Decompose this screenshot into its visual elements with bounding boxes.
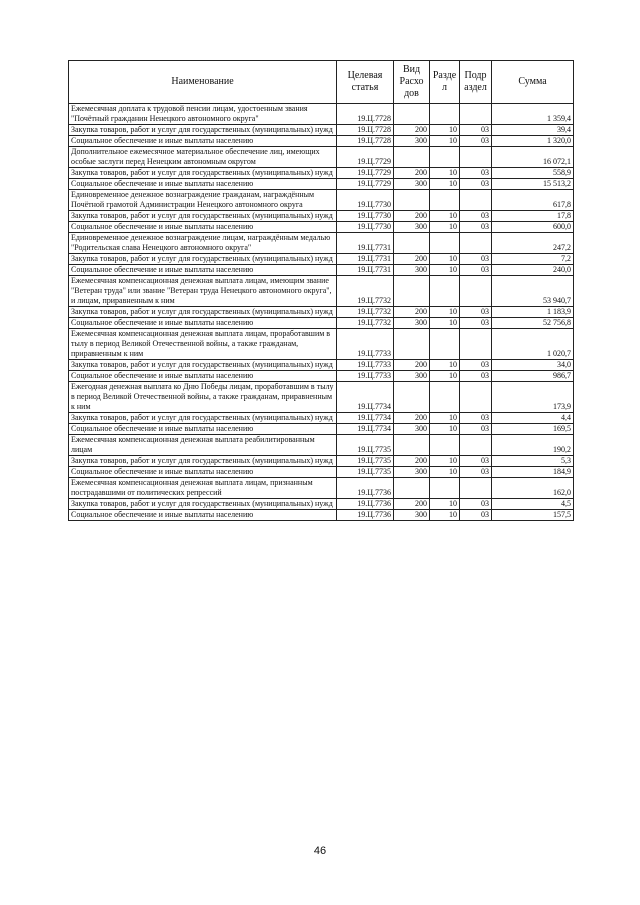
cell-subsection [460, 435, 492, 456]
cell-sum: 157,5 [492, 510, 574, 521]
cell-section: 10 [430, 371, 460, 382]
cell-sum: 184,9 [492, 467, 574, 478]
cell-name: Закупка товаров, работ и услуг для государственных (муниципальных) нужд [69, 360, 337, 371]
cell-subsection: 03 [460, 424, 492, 435]
cell-expense-type [394, 382, 430, 413]
cell-subsection [460, 104, 492, 125]
table-row [69, 190, 574, 211]
cell-section: 10 [430, 168, 460, 179]
cell-name: Ежегодная денежная выплата ко Дню Победы лицам, проработавшим в тылу в период Великой Отечественной войны, а также гражданам, приравненным к ним [69, 382, 337, 413]
table-row [69, 211, 574, 222]
cell-sum: 7,2 [492, 254, 574, 265]
cell-article: 19.Ц.7728 [337, 104, 394, 125]
cell-expense-type [394, 147, 430, 168]
cell-sum: 173,9 [492, 382, 574, 413]
cell-section: 10 [430, 211, 460, 222]
cell-subsection [460, 329, 492, 360]
cell-article: 19.Ц.7735 [337, 456, 394, 467]
cell-article: 19.Ц.7732 [337, 307, 394, 318]
cell-section: 10 [430, 413, 460, 424]
cell-sum: 34,0 [492, 360, 574, 371]
cell-expense-type: 200 [394, 125, 430, 136]
cell-sum: 169,5 [492, 424, 574, 435]
table-row [69, 179, 574, 190]
table-row [69, 424, 574, 435]
cell-subsection [460, 147, 492, 168]
cell-subsection: 03 [460, 179, 492, 190]
cell-section [430, 147, 460, 168]
cell-article: 19.Ц.7735 [337, 467, 394, 478]
cell-expense-type [394, 478, 430, 499]
cell-name: Социальное обеспечение и иные выплаты населению [69, 371, 337, 382]
cell-section: 10 [430, 254, 460, 265]
cell-expense-type: 300 [394, 136, 430, 147]
table-row [69, 382, 574, 413]
cell-sum: 617,8 [492, 190, 574, 211]
cell-expense-type: 200 [394, 211, 430, 222]
cell-name: Дополнительное ежемесячное материальное обеспечение лиц, имеющих особые заслуги перед Ненецким автономным округом [69, 147, 337, 168]
header-section: Разде л [430, 61, 460, 104]
table-row [69, 168, 574, 179]
cell-name: Социальное обеспечение и иные выплаты населению [69, 467, 337, 478]
cell-sum: 558,9 [492, 168, 574, 179]
cell-article: 19.Ц.7734 [337, 382, 394, 413]
cell-article: 19.Ц.7732 [337, 276, 394, 307]
cell-section: 10 [430, 179, 460, 190]
cell-article: 19.Ц.7734 [337, 424, 394, 435]
cell-article: 19.Ц.7728 [337, 136, 394, 147]
cell-article: 19.Ц.7735 [337, 435, 394, 456]
cell-section [430, 104, 460, 125]
cell-subsection: 03 [460, 467, 492, 478]
cell-sum: 986,7 [492, 371, 574, 382]
cell-expense-type: 300 [394, 467, 430, 478]
table-header-row [69, 61, 574, 104]
cell-sum: 52 756,8 [492, 318, 574, 329]
cell-subsection: 03 [460, 510, 492, 521]
table-row [69, 254, 574, 265]
cell-section: 10 [430, 499, 460, 510]
cell-subsection: 03 [460, 499, 492, 510]
cell-name: Ежемесячная компенсационная денежная выплата реабилитированным лицам [69, 435, 337, 456]
cell-sum: 162,0 [492, 478, 574, 499]
table-row [69, 510, 574, 521]
cell-article: 19.Ц.7729 [337, 168, 394, 179]
cell-name: Социальное обеспечение и иные выплаты населению [69, 222, 337, 233]
cell-article: 19.Ц.7733 [337, 371, 394, 382]
cell-name: Социальное обеспечение и иные выплаты населению [69, 510, 337, 521]
cell-sum: 39,4 [492, 125, 574, 136]
cell-subsection: 03 [460, 307, 492, 318]
table-row [69, 233, 574, 254]
cell-subsection [460, 233, 492, 254]
cell-section: 10 [430, 307, 460, 318]
budget-table [68, 60, 574, 521]
cell-subsection: 03 [460, 254, 492, 265]
header-article: Целевая статья [337, 61, 394, 104]
cell-expense-type: 200 [394, 360, 430, 371]
cell-section [430, 233, 460, 254]
cell-name: Закупка товаров, работ и услуг для государственных (муниципальных) нужд [69, 125, 337, 136]
cell-subsection: 03 [460, 456, 492, 467]
cell-expense-type: 200 [394, 168, 430, 179]
cell-subsection: 03 [460, 168, 492, 179]
cell-name: Ежемесячная доплата к трудовой пенсии лицам, удостоенным звания "Почётный гражданин Ненецкого автономного округа" [69, 104, 337, 125]
cell-name: Закупка товаров, работ и услуг для государственных (муниципальных) нужд [69, 211, 337, 222]
cell-section: 10 [430, 222, 460, 233]
cell-name: Социальное обеспечение и иные выплаты населению [69, 265, 337, 276]
table-row [69, 467, 574, 478]
cell-article: 19.Ц.7733 [337, 329, 394, 360]
cell-subsection [460, 190, 492, 211]
cell-expense-type: 300 [394, 318, 430, 329]
header-sum: Сумма [492, 61, 574, 104]
cell-sum: 1 320,0 [492, 136, 574, 147]
cell-subsection: 03 [460, 265, 492, 276]
cell-expense-type [394, 329, 430, 360]
table-row [69, 125, 574, 136]
cell-subsection [460, 382, 492, 413]
cell-section: 10 [430, 467, 460, 478]
cell-sum: 5,3 [492, 456, 574, 467]
header-expense-type: Вид Расхо дов [394, 61, 430, 104]
cell-name: Закупка товаров, работ и услуг для государственных (муниципальных) нужд [69, 456, 337, 467]
cell-sum: 600,0 [492, 222, 574, 233]
cell-section: 10 [430, 125, 460, 136]
cell-expense-type [394, 276, 430, 307]
cell-expense-type: 300 [394, 371, 430, 382]
cell-article: 19.Ц.7730 [337, 190, 394, 211]
cell-name: Закупка товаров, работ и услуг для государственных (муниципальных) нужд [69, 499, 337, 510]
table-row [69, 307, 574, 318]
cell-article: 19.Ц.7729 [337, 179, 394, 190]
table-row [69, 222, 574, 233]
cell-section [430, 329, 460, 360]
table-row [69, 147, 574, 168]
cell-sum: 15 513,2 [492, 179, 574, 190]
cell-expense-type [394, 435, 430, 456]
cell-article: 19.Ц.7736 [337, 478, 394, 499]
table-row [69, 104, 574, 125]
table-row [69, 499, 574, 510]
cell-sum: 17,8 [492, 211, 574, 222]
cell-article: 19.Ц.7730 [337, 222, 394, 233]
cell-expense-type: 200 [394, 456, 430, 467]
cell-sum: 1 020,7 [492, 329, 574, 360]
table-row [69, 371, 574, 382]
cell-name: Ежемесячная компенсационная денежная выплата лицам, признанным пострадавшими от политических репрессий [69, 478, 337, 499]
cell-section: 10 [430, 510, 460, 521]
cell-section [430, 478, 460, 499]
cell-expense-type: 200 [394, 254, 430, 265]
cell-subsection [460, 478, 492, 499]
cell-section: 10 [430, 318, 460, 329]
cell-subsection: 03 [460, 413, 492, 424]
cell-name: Закупка товаров, работ и услуг для государственных (муниципальных) нужд [69, 254, 337, 265]
cell-subsection: 03 [460, 371, 492, 382]
page-number: 46 [313, 845, 327, 857]
cell-article: 19.Ц.7732 [337, 318, 394, 329]
cell-section: 10 [430, 136, 460, 147]
cell-expense-type: 200 [394, 499, 430, 510]
table-body [69, 104, 574, 521]
cell-article: 19.Ц.7736 [337, 510, 394, 521]
table-row [69, 136, 574, 147]
cell-section [430, 190, 460, 211]
cell-name: Ежемесячная компенсационная денежная выплата лицам, проработавшим в тылу в период Великой Отечественной войны, а также гражданам, приравненным к ним [69, 329, 337, 360]
table-row [69, 435, 574, 456]
cell-section [430, 435, 460, 456]
cell-sum: 247,2 [492, 233, 574, 254]
cell-article: 19.Ц.7736 [337, 499, 394, 510]
cell-sum: 53 940,7 [492, 276, 574, 307]
cell-name: Социальное обеспечение и иные выплаты населению [69, 136, 337, 147]
cell-expense-type: 300 [394, 265, 430, 276]
cell-subsection [460, 276, 492, 307]
cell-article: 19.Ц.7730 [337, 211, 394, 222]
cell-sum: 1 183,9 [492, 307, 574, 318]
table-row [69, 329, 574, 360]
cell-expense-type: 300 [394, 179, 430, 190]
cell-expense-type: 300 [394, 222, 430, 233]
cell-name: Социальное обеспечение и иные выплаты населению [69, 179, 337, 190]
cell-name: Социальное обеспечение и иные выплаты населению [69, 318, 337, 329]
cell-article: 19.Ц.7731 [337, 254, 394, 265]
cell-subsection: 03 [460, 360, 492, 371]
cell-article: 19.Ц.7733 [337, 360, 394, 371]
header-subsection: Подр аздел [460, 61, 492, 104]
cell-name: Единовременное денежное вознаграждение гражданам, награждённым Почётной грамотой Администрации Ненецкого автономного округа [69, 190, 337, 211]
table-row [69, 276, 574, 307]
cell-article: 19.Ц.7734 [337, 413, 394, 424]
cell-expense-type [394, 104, 430, 125]
cell-sum: 190,2 [492, 435, 574, 456]
cell-section: 10 [430, 456, 460, 467]
cell-expense-type [394, 233, 430, 254]
header-name: Наименование [69, 61, 337, 104]
cell-article: 19.Ц.7728 [337, 125, 394, 136]
table-row [69, 413, 574, 424]
cell-section: 10 [430, 265, 460, 276]
cell-name: Ежемесячная компенсационная денежная выплата лицам, имеющим звание "Ветеран труда" или звание "Ветеран труда Ненецкого автономного округа", и лицам, приравненным к ним [69, 276, 337, 307]
cell-section: 10 [430, 360, 460, 371]
cell-subsection: 03 [460, 136, 492, 147]
cell-sum: 4,5 [492, 499, 574, 510]
table-row [69, 318, 574, 329]
cell-expense-type: 200 [394, 307, 430, 318]
cell-sum: 4,4 [492, 413, 574, 424]
cell-name: Закупка товаров, работ и услуг для государственных (муниципальных) нужд [69, 413, 337, 424]
table-row [69, 456, 574, 467]
cell-name: Закупка товаров, работ и услуг для государственных (муниципальных) нужд [69, 168, 337, 179]
cell-expense-type: 300 [394, 510, 430, 521]
cell-expense-type: 200 [394, 413, 430, 424]
cell-section [430, 276, 460, 307]
cell-sum: 16 072,1 [492, 147, 574, 168]
table-row [69, 360, 574, 371]
cell-section: 10 [430, 424, 460, 435]
cell-expense-type [394, 190, 430, 211]
table-row [69, 478, 574, 499]
cell-section [430, 382, 460, 413]
cell-sum: 1 359,4 [492, 104, 574, 125]
cell-name: Социальное обеспечение и иные выплаты населению [69, 424, 337, 435]
cell-subsection: 03 [460, 211, 492, 222]
cell-sum: 240,0 [492, 265, 574, 276]
cell-article: 19.Ц.7729 [337, 147, 394, 168]
cell-article: 19.Ц.7731 [337, 265, 394, 276]
cell-subsection: 03 [460, 125, 492, 136]
cell-subsection: 03 [460, 318, 492, 329]
cell-article: 19.Ц.7731 [337, 233, 394, 254]
cell-name: Закупка товаров, работ и услуг для государственных (муниципальных) нужд [69, 307, 337, 318]
cell-name: Единовременное денежное вознаграждение лицам, награждённым медалью "Родительская слава Ненецкого автономного округа" [69, 233, 337, 254]
cell-expense-type: 300 [394, 424, 430, 435]
table-row [69, 265, 574, 276]
cell-subsection: 03 [460, 222, 492, 233]
